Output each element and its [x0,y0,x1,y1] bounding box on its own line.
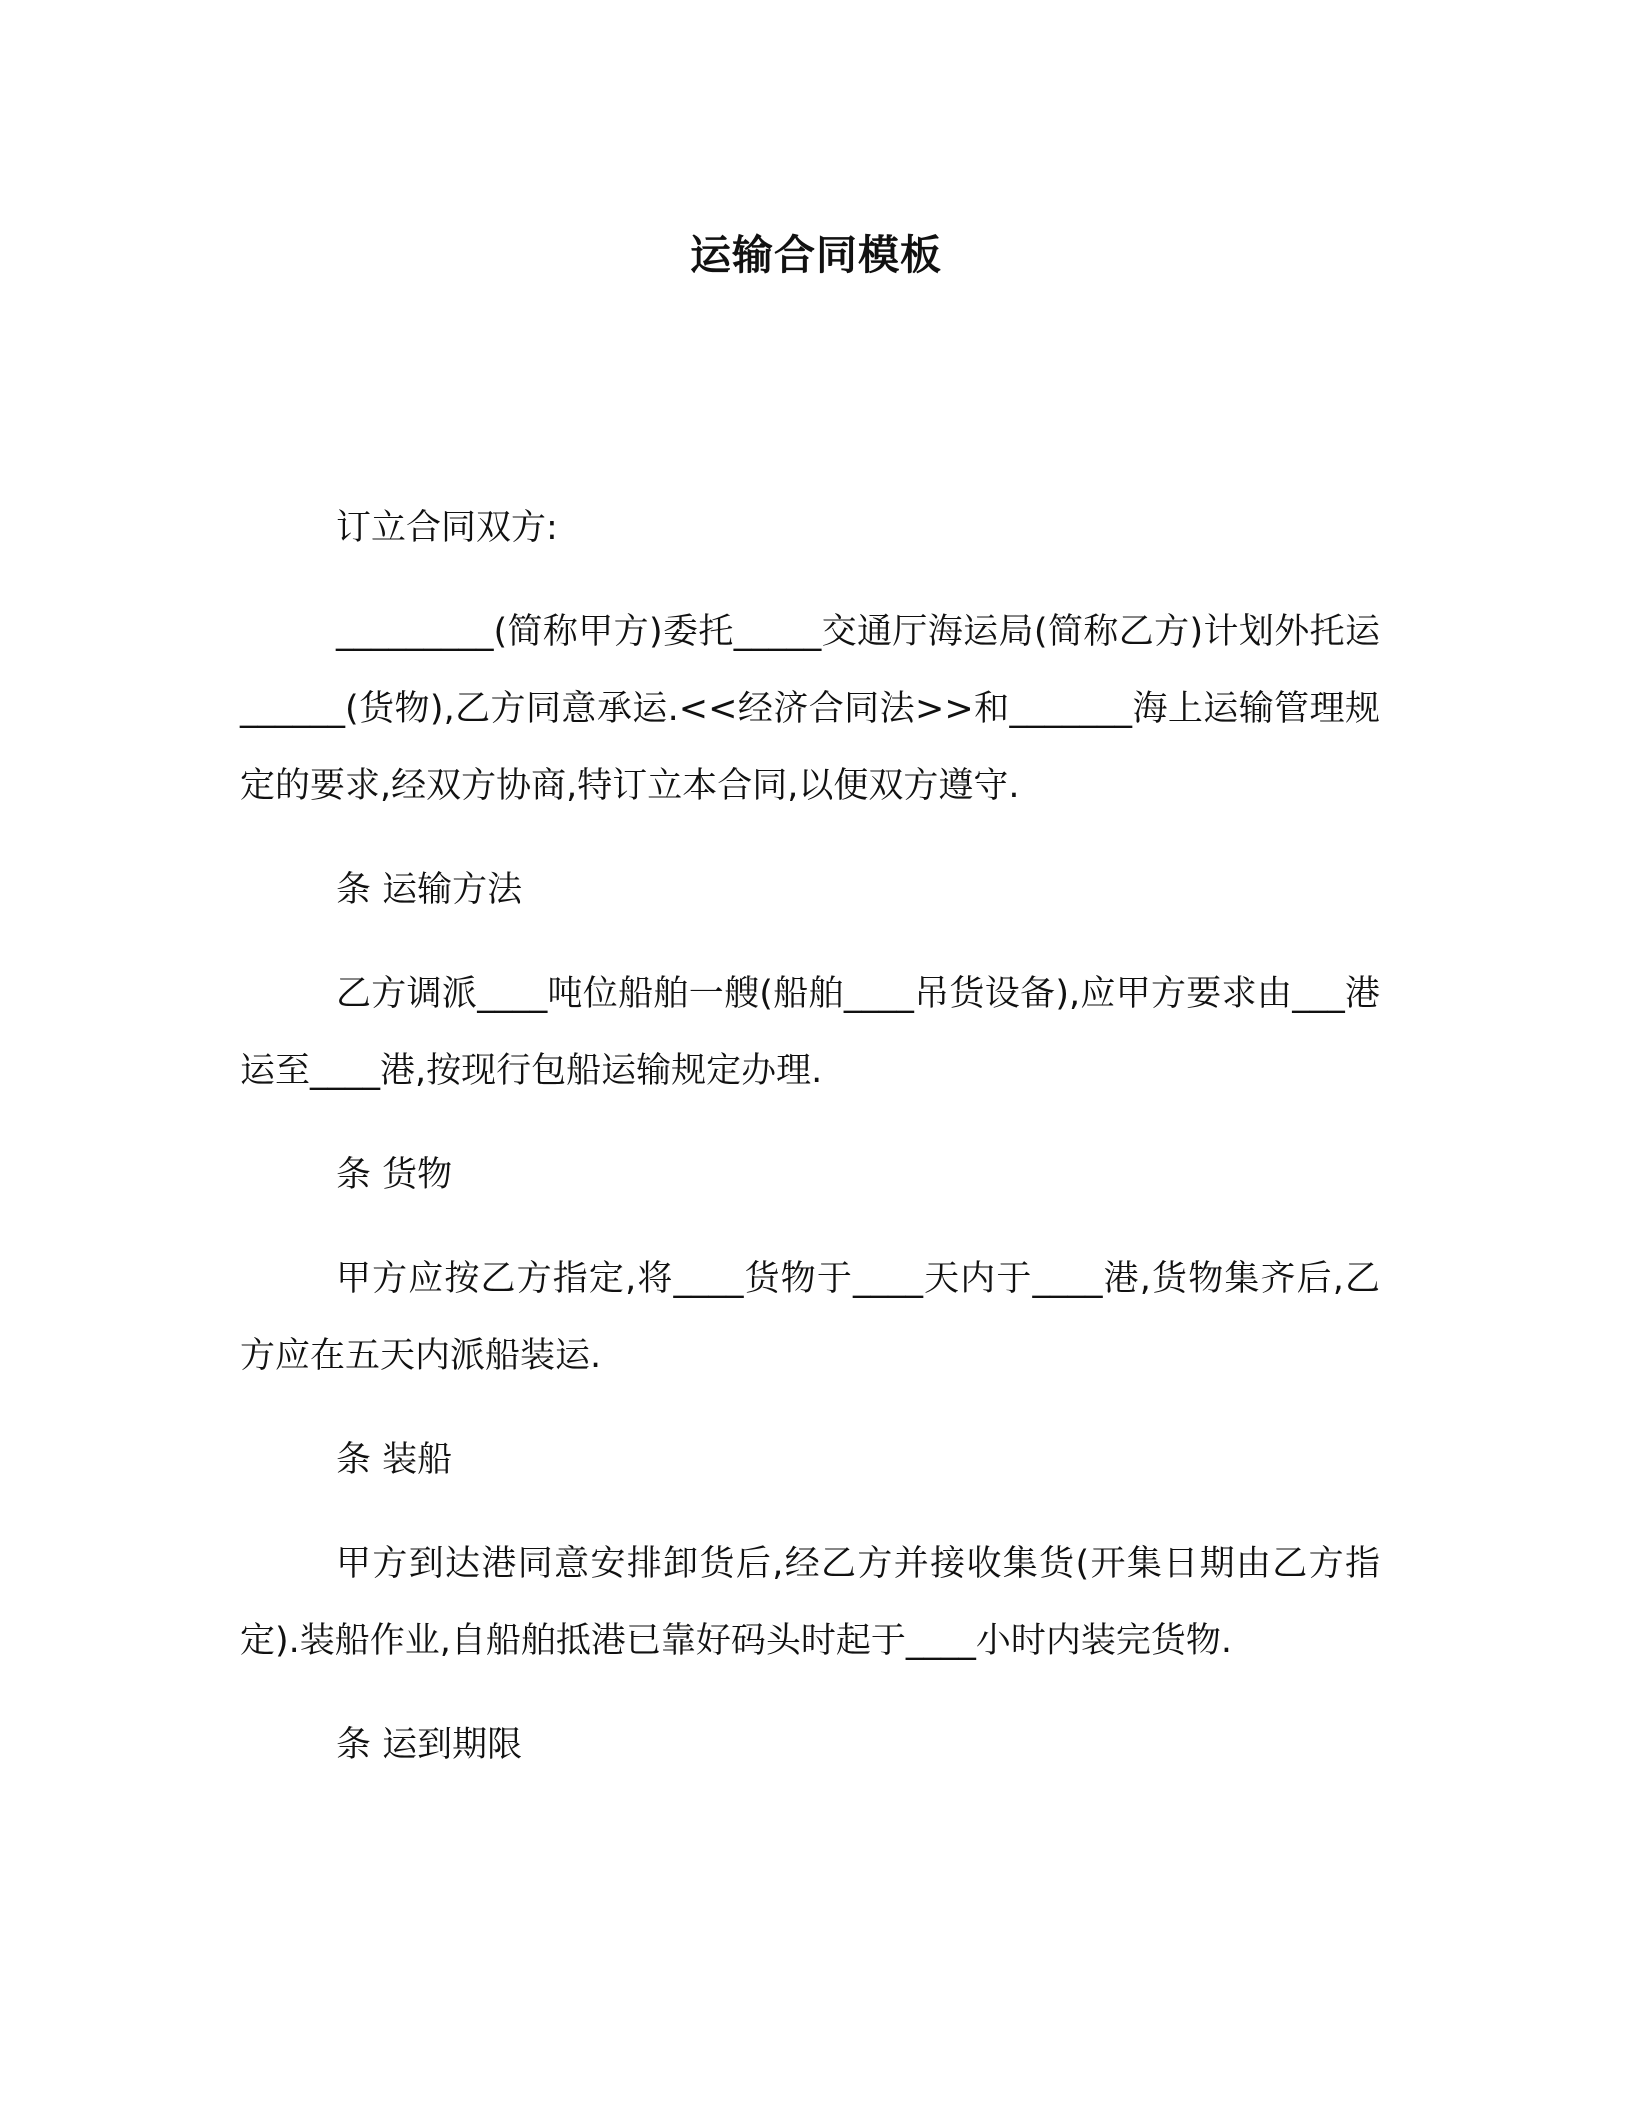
section-heading-delivery-term: 条 运到期限 [336,1725,523,1765]
intro-paragraph: _________(简称甲方)委托_____交通厅海运局(简称乙方)计划外托运______(货物),乙方同意承运.<<经济合同法>>和_______海上运输管理规定的要求,经双方协商,特订立本合同,以便双方遵守. [240,612,1380,806]
intro-label: 订立合同双方: [336,508,558,548]
section-text-loading: 甲方到达港同意安排卸货后,经乙方并接收集货(开集日期由乙方指定).装船作业,自船舶抵港已靠好码头时起于____小时内装完货物. [240,1544,1380,1661]
section-heading-goods: 条 货物 [336,1155,453,1195]
document-title: 运输合同模板 [690,231,942,279]
document-body [240,490,1380,1811]
section-heading-loading: 条 装船 [336,1440,453,1480]
section-heading-transport-method: 条 运输方法 [336,870,523,910]
section-text-transport-method: 乙方调派____吨位船舶一艘(船舶____吊货设备),应甲方要求由___港运至____港,按现行包船运输规定办理. [240,974,1380,1091]
section-text-goods: 甲方应按乙方指定,将____货物于____天内于____港,货物集齐后,乙方应在五天内派船装运. [240,1259,1380,1376]
